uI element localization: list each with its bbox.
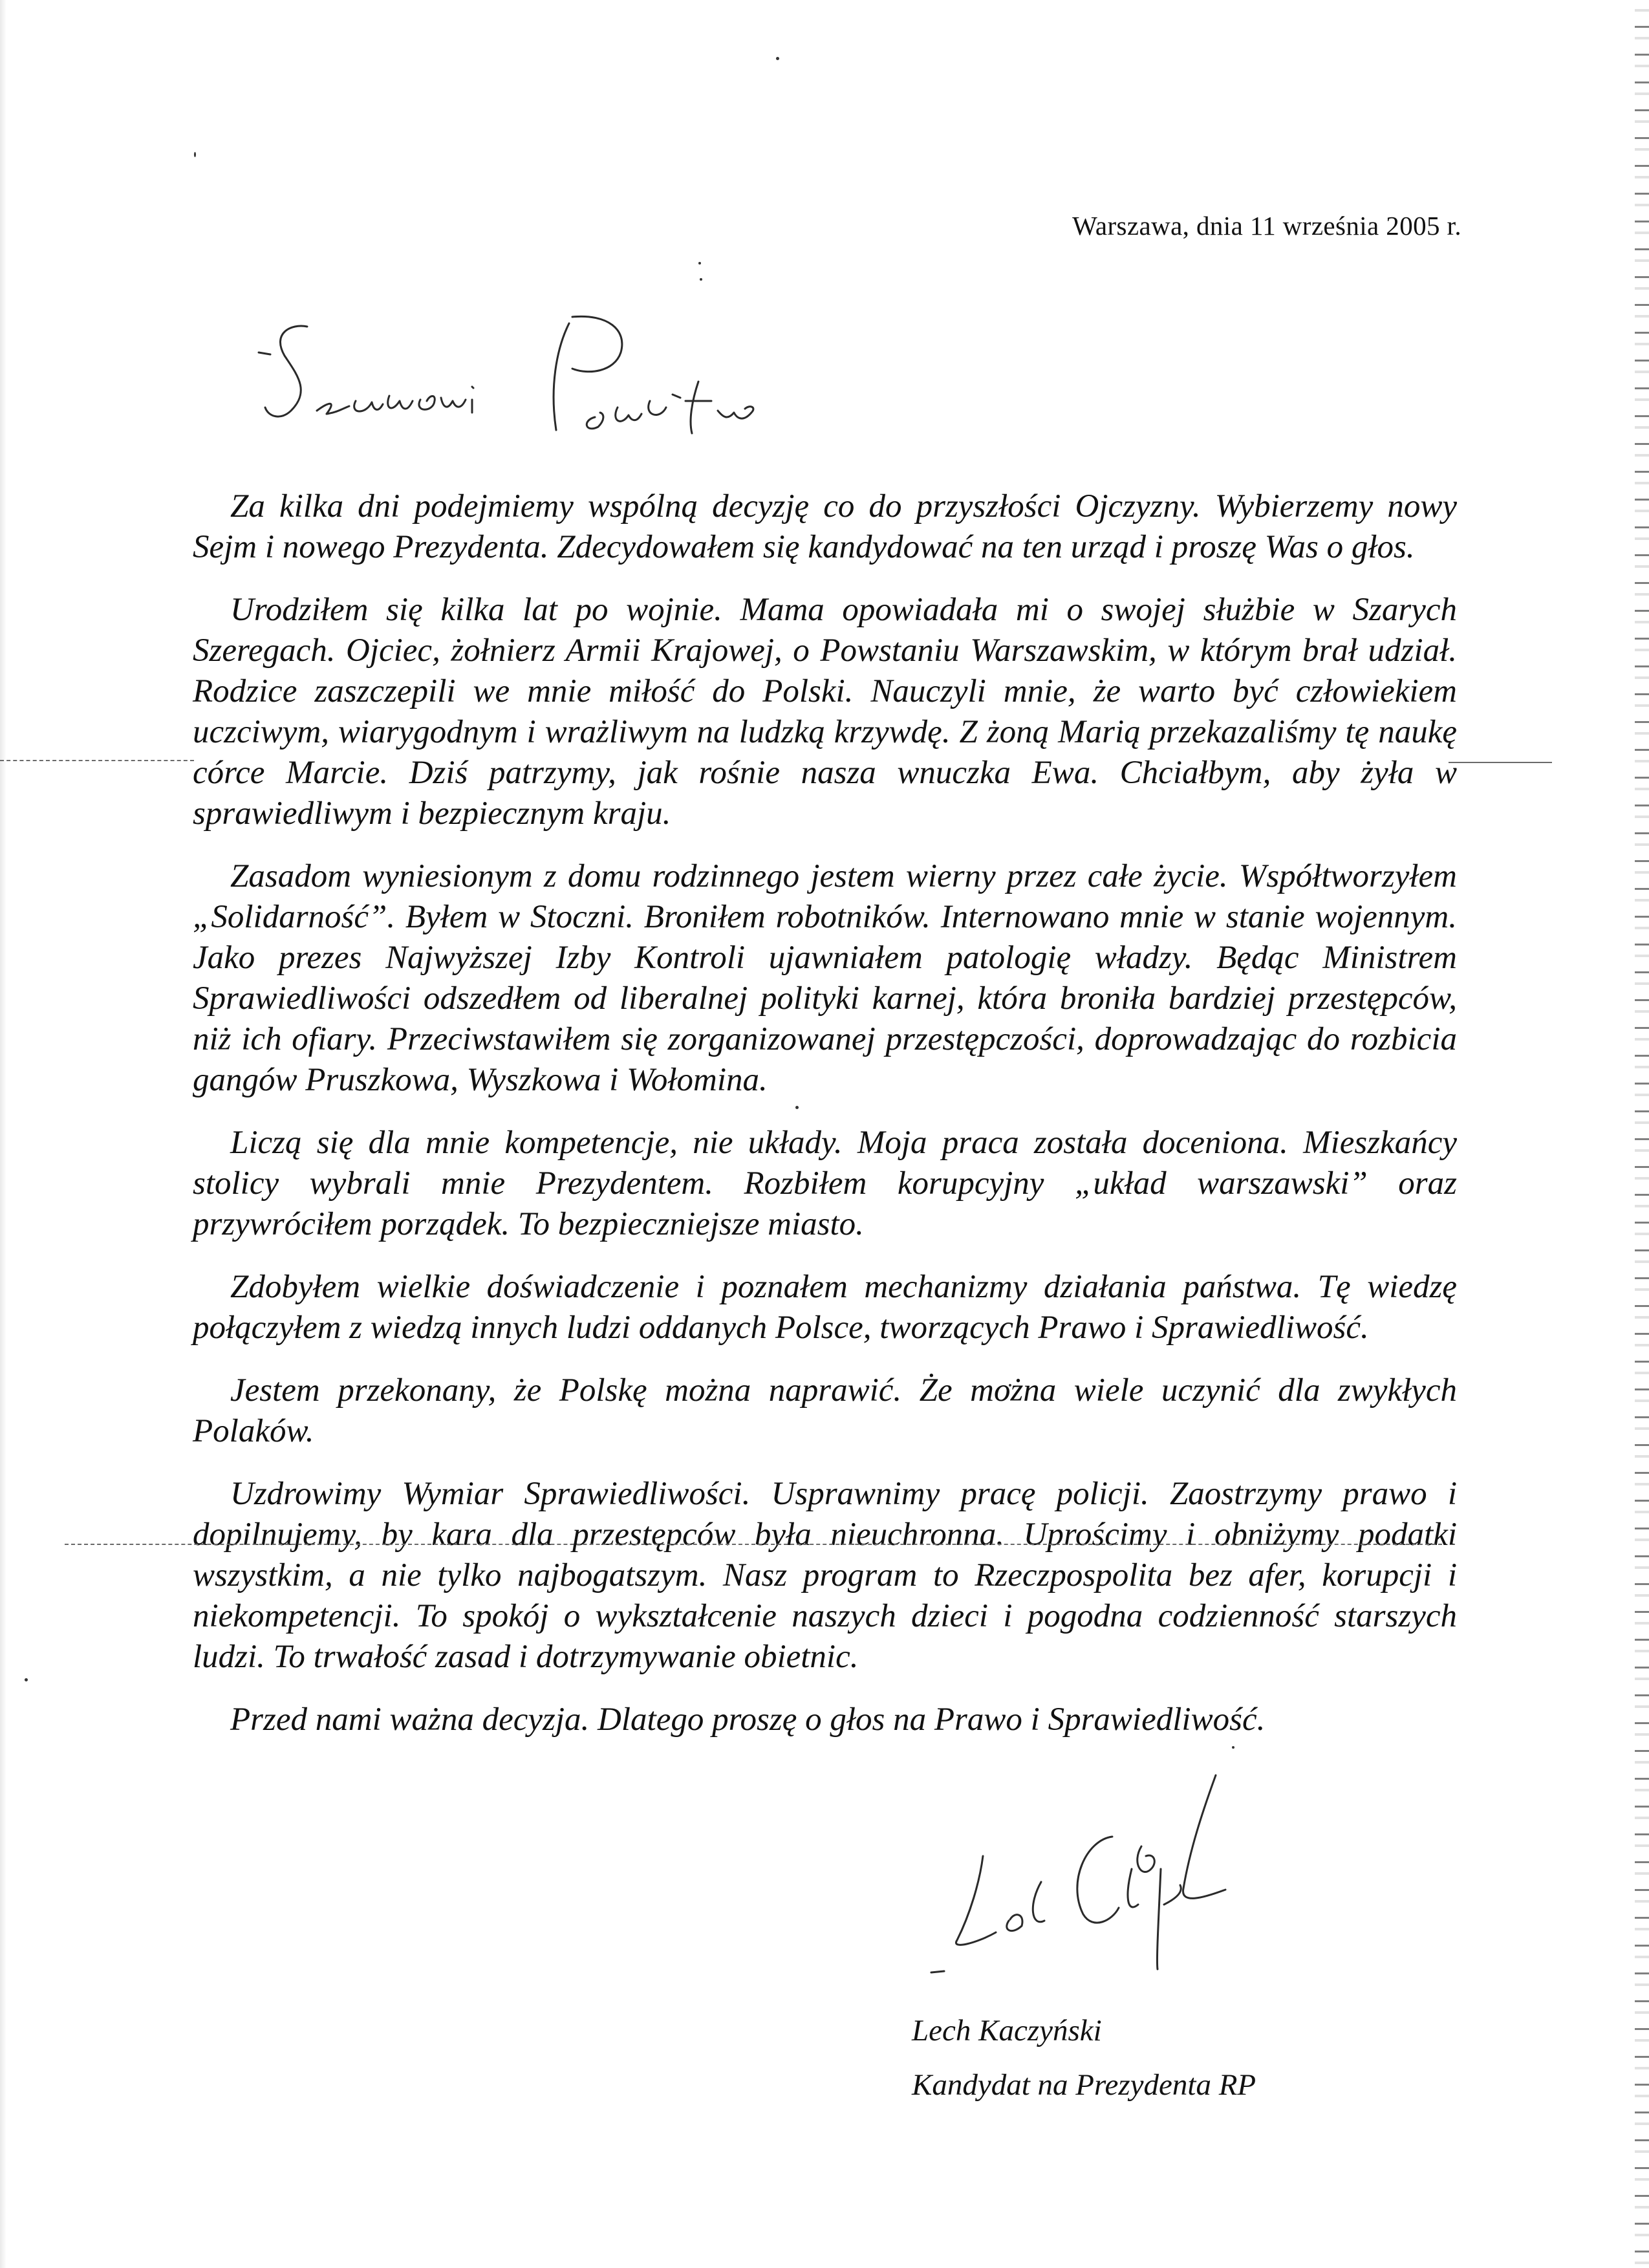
- body-paragraph: Urodziłem się kilka lat po wojnie. Mama opowiadała mi o swojej służbie w Szarych Szeregach. Ojciec, żołnierz Armii Krajowej, o Powstaniu Warszawskim, w którym brał udział. Rodzice zaszczepili we mnie miłość do Polski. Nauczyli mnie, że warto być człowiekiem uczciwym, wiarygodnym i wrażliwym na ludzką krzywdę. Z żoną Marią przekazaliśmy tę naukę córce Marcie. Dziś patrzymy, jak rośnie nasza wnuczka Ewa. Chciałbym, aby żyła w sprawiedliwym i bezpiecznym kraju.: [193, 592, 1457, 832]
- scan-speck: [700, 278, 702, 281]
- body-paragraph: Przed nami ważna decyzja. Dlatego proszę o głos na Prawo i Sprawiedliwość.: [230, 1701, 1266, 1738]
- body-paragraph: Zasadom wyniesionym z domu rodzinnego jestem wierny przez całe życie. Współtworzyłem „Solidarność”. Byłem w Stoczni. Broniłem robotników. Internowano mnie w stanie wojennym. Jako prezes Najwyższej Izby Kontroli ujawniałem patologię władzy. Będąc Ministrem Sprawiedliwości odszedłem od liberalnej polityki karnej, która broniła bardziej przestępców, niż ich ofiary. Przeciwstawiłem się zorganizowanej przestępczości, doprowadzając do rozbicia gangów Pruszkowa, Wyszkowa i Wołomina.: [193, 858, 1457, 1098]
- scan-speck: [194, 152, 196, 157]
- scan-line: [65, 1544, 1442, 1545]
- body-paragraph: Zdobyłem wielkie doświadczenie i poznałem mechanizmy działania państwa. Tę wiedzę połączyłem z wiedzą innych ludzi oddanych Polsce, tworzących Prawo i Sprawiedliwość.: [193, 1269, 1457, 1346]
- body-paragraph: Liczą się dla mnie kompetencje, nie układy. Moja praca została doceniona. Mieszkańcy stolicy wybrali mnie Prezydentem. Rozbiłem korupcyjny „układ warszawski” oraz przywróciłem porządek. To bezpieczniejsze miasto.: [193, 1125, 1457, 1242]
- signer-title: Kandydat na Prezydenta RP: [912, 2068, 1256, 2102]
- scan-line: [1449, 762, 1552, 763]
- body-paragraph: Jestem przekonany, że Polskę można naprawić. Że można wiele uczynić dla zwykłych Polaków.: [193, 1372, 1457, 1449]
- signer-block: [912, 2003, 1494, 2112]
- body-paragraph: Uzdrowimy Wymiar Sprawiedliwości. Usprawnimy pracę policji. Zaostrzymy prawo i dopilnujemy, by kara dla przestępców była nieuchronna. Uprościmy i obniżymy podatki wszystkim, a nie tylko najbogatszym. Nasz program to Rzeczpospolita bez afer, korupcji i niekompetencji. To spokój o wykształcenie naszych dzieci i pogodna codzienność starszych ludzi. To trwałość zasad i dotrzymywanie obietnic.: [193, 1476, 1457, 1675]
- scan-speck: [776, 57, 779, 60]
- signer-name: Lech Kaczyński: [912, 2014, 1102, 2047]
- handwritten-salutation: [246, 304, 828, 466]
- scan-shadow-left: [0, 0, 6, 2268]
- scan-line: [0, 760, 194, 761]
- scan-speck: [698, 262, 701, 265]
- letter-date: Warszawa, dnia 11 września 2005 r.: [1072, 211, 1461, 241]
- scan-speck: [25, 1678, 28, 1681]
- handwritten-signature: [918, 1766, 1255, 1985]
- body-paragraph: Za kilka dni podejmiemy wspólną decyzję co do przyszłości Ojczyzny. Wybierzemy nowy Sejm i nowego Prezydenta. Zdecydowałem się kandydować na ten urząd i proszę Was o głos.: [193, 488, 1457, 565]
- letter-body: [193, 486, 1457, 1762]
- scan-edge-right: [1635, 0, 1649, 2268]
